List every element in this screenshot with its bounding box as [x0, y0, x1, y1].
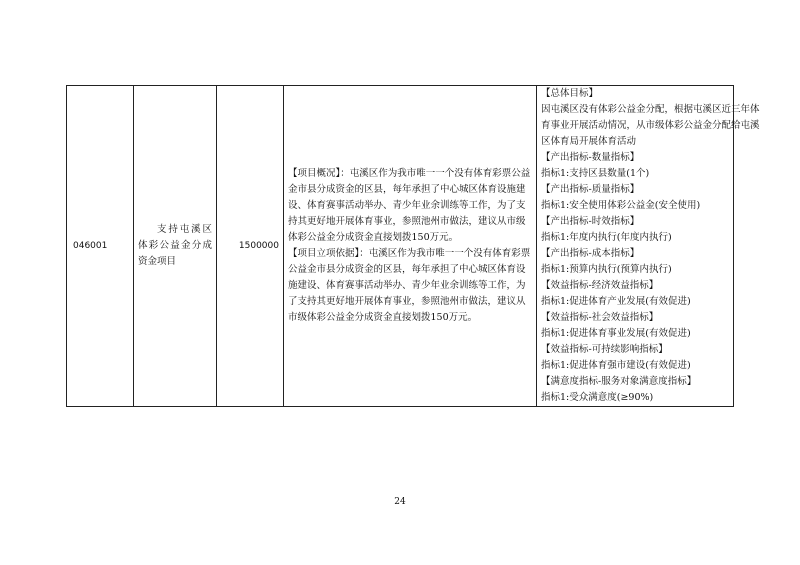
perf-indicator-quality: 指标1:安全使用体彩公益金(安全使用) [541, 200, 701, 211]
project-name: 支持屯溪区体彩公益金分成资金项目 [138, 224, 212, 267]
perf-indicator-timeliness: 指标1:年度内执行(年度内执行) [541, 232, 672, 243]
performance-targets-cell [537, 86, 760, 407]
perf-heading-satisfaction: 【满意度指标-服务对象满意度指标】 [541, 376, 697, 387]
project-description-cell [284, 86, 537, 407]
project-name-cell [134, 86, 217, 407]
perf-heading-overall: 【总体目标】 [541, 88, 599, 99]
project-amount: 1500000 [217, 86, 284, 407]
perf-heading-economic: 【效益指标-经济效益指标】 [541, 280, 659, 291]
perf-indicator-satisfaction: 指标1:受众满意度(≥90%) [541, 392, 654, 403]
page-number: 24 [394, 497, 406, 507]
project-overview-text: 【项目概况】：屯溪区作为我市唯一一个没有体育彩票公益金市县分成资金的区县，每年承担了中心城区体育设施建设、体育赛事活动举办、青少年业余训练等工作，为了支持其更好地开展体育事业，参照池州市做法，建议从市级体彩公益金分成资金直接划拨150万元。 [288, 168, 531, 243]
perf-overall-line-1: 因屯溪区没有体彩公益金分配，根据屯溪区近三年体 [541, 104, 760, 115]
project-basis-text: 【项目立项依据】：屯溪区作为我市唯一一个没有体育彩票公益金市县分成资金的区县，每年承担了中心城区体育设施建设、体育赛事活动举办、青少年业余训练等工作，为了支持其更好地开展体育事业，参照池州市做法，建议从市级体彩公益金分成资金直接划拨150万元。 [288, 248, 531, 323]
perf-indicator-economic: 指标1:促进体育产业发展(有效促进) [541, 296, 691, 307]
perf-heading-timeliness: 【产出指标-时效指标】 [541, 216, 640, 227]
perf-heading-quality: 【产出指标-质量指标】 [541, 184, 640, 195]
perf-overall-line-2: 育事业开展活动情况，从市级体彩公益金分配给屯溪 [541, 120, 760, 131]
perf-heading-cost: 【产出指标-成本指标】 [541, 248, 640, 259]
perf-heading-quantity: 【产出指标-数量指标】 [541, 152, 640, 163]
perf-overall-line-3: 区体育局开展体育活动 [541, 136, 637, 147]
perf-indicator-quantity: 指标1:支持区县数量(1个) [541, 168, 650, 179]
table-row [67, 86, 734, 407]
perf-heading-social: 【效益指标-社会效益指标】 [541, 312, 659, 323]
perf-indicator-sustainable: 指标1:促进体育强市建设(有效促进) [541, 360, 691, 371]
perf-heading-sustainable: 【效益指标-可持续影响指标】 [541, 344, 668, 355]
perf-indicator-cost: 指标1:预算内执行(预算内执行) [541, 264, 672, 275]
budget-table [66, 85, 760, 407]
project-code: 046001 [67, 86, 134, 407]
perf-indicator-social: 指标1:促进体育事业发展(有效促进) [541, 328, 691, 339]
